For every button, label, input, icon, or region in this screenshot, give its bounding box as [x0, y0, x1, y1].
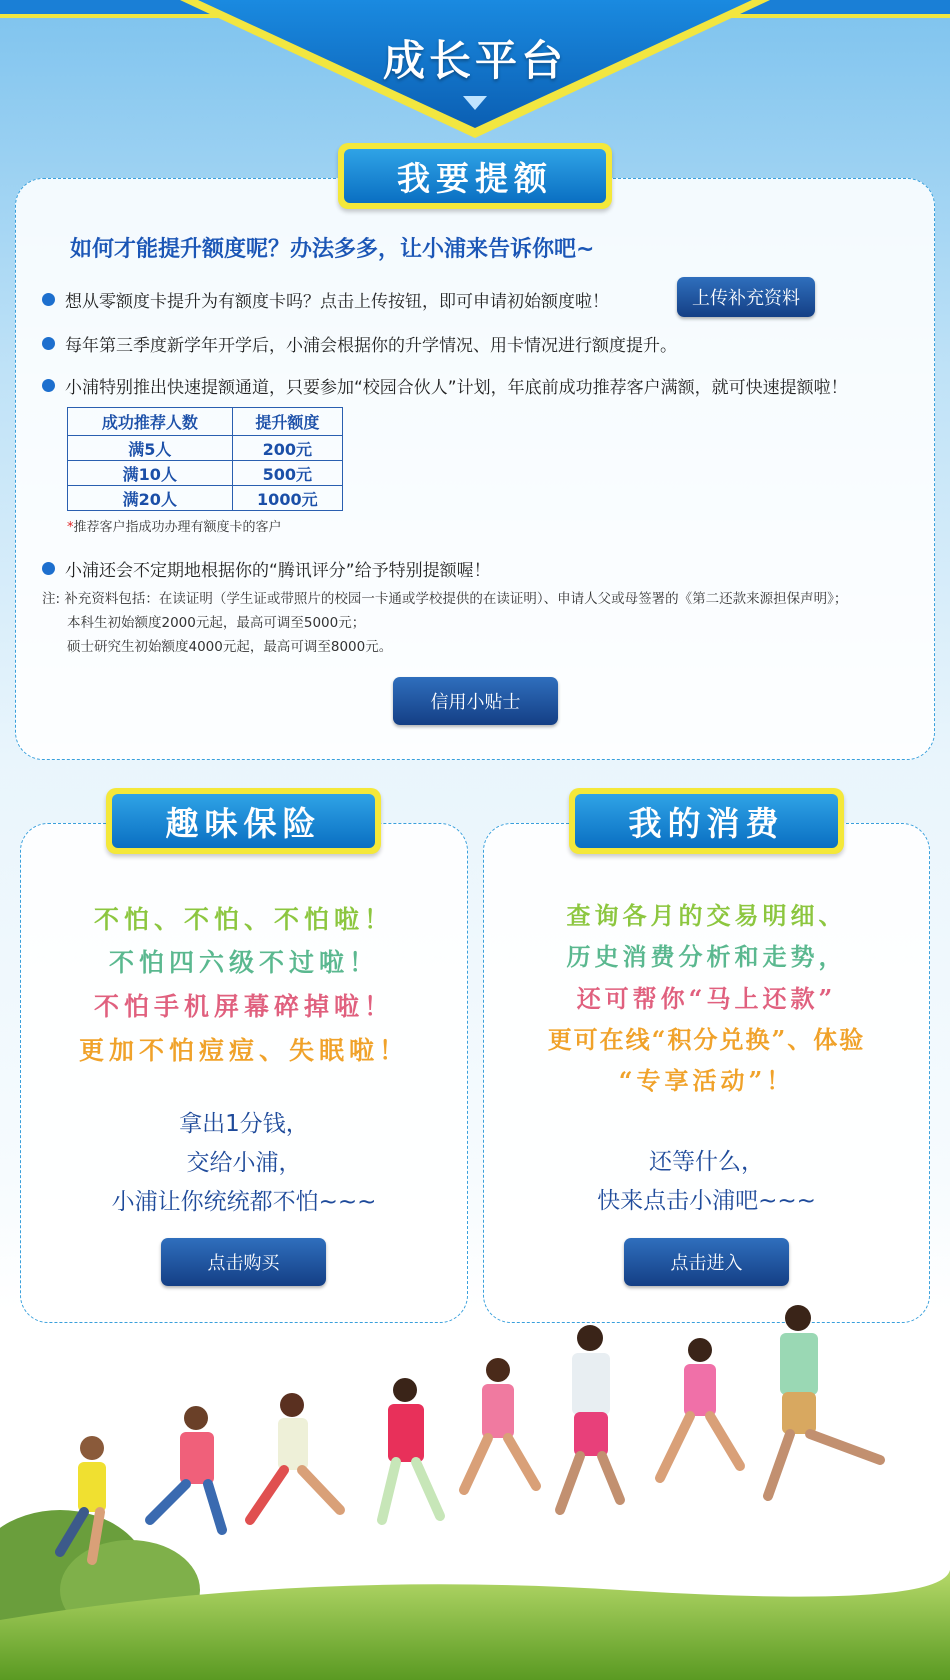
spending-text-line: 快来点击小浦吧~~~: [597, 1188, 816, 1214]
bullet-dot-icon: [42, 293, 55, 306]
table-row: [68, 436, 343, 461]
table-row: [68, 461, 343, 486]
spending-hand-line: 查询各月的交易明细、: [566, 901, 847, 930]
table-footnote: [67, 516, 282, 535]
bullet-item: [42, 331, 677, 356]
buy-button[interactable]: 点击购买: [161, 1238, 326, 1286]
spending-tag: [569, 788, 844, 854]
bullet-text: 小浦特别推出快速提额通道，只要参加“校园合伙人”计划，年底前成功推荐客户满额，就可快速提额啦！: [65, 378, 848, 398]
insurance-hand-line: 更加不怕痘痘、失眠啦！: [78, 1036, 409, 1065]
table-cell: 满20人: [68, 486, 233, 511]
bullet-dot-icon: [42, 337, 55, 350]
bullet-item: [42, 287, 609, 312]
insurance-text-line: 交给小浦，: [186, 1150, 302, 1176]
table-cell: 满10人: [68, 461, 233, 486]
spending-hand-line: “专享活动”！: [618, 1066, 795, 1095]
column-header: 提升额度: [232, 408, 342, 436]
table-cell: 满5人: [68, 436, 233, 461]
table-row: [68, 486, 343, 511]
credit-tag: [338, 143, 612, 209]
note-line: 硕士研究生初始额度4000元起，最高可调至8000元。: [67, 639, 393, 655]
bullet-text: 想从零额度卡提升为有额度卡吗？点击上传按钮，即可申请初始额度啦！: [65, 292, 609, 312]
reward-table: [67, 407, 343, 511]
bullet-dot-icon: [42, 562, 55, 575]
insurance-tag-label: 趣味保险: [112, 794, 375, 848]
table-cell: 200元: [232, 436, 342, 461]
insurance-tag: [106, 788, 381, 854]
spending-text-line: 还等什么，: [649, 1149, 764, 1175]
jumping-people-image: [0, 1290, 950, 1680]
table-cell: 500元: [232, 461, 342, 486]
table-header-row: [68, 408, 343, 436]
bullet-dot-icon: [42, 379, 55, 392]
footnote-text: 推荐客户指成功办理有额度卡的客户: [73, 520, 282, 535]
bullet-text: 每年第三季度新学年开学后，小浦会根据你的升学情况、用卡情况进行额度提升。: [65, 336, 677, 356]
credit-tips-button[interactable]: 信用小贴士: [393, 677, 558, 725]
insurance-text-line: 拿出1分钱，: [179, 1111, 309, 1137]
page-title: 成长平台: [382, 36, 567, 85]
column-header: 成功推荐人数: [68, 408, 233, 436]
header-banner: [0, 0, 950, 150]
spending-hand-line: 更可在线“积分兑换”、体验: [547, 1025, 866, 1054]
footnote-star: *: [67, 520, 74, 535]
spending-tag-label: 我的消费: [575, 794, 838, 848]
insurance-hand-line: 不怕四六级不过啦！: [108, 948, 379, 977]
upload-button[interactable]: 上传补充资料: [677, 277, 815, 317]
table-cell: 1000元: [232, 486, 342, 511]
note-line: 注: 补充资料包括：在读证明（学生证或带照片的校园一卡通或学校提供的在读证明）、申请人父或母签署的《第二还款来源担保声明》；: [42, 591, 848, 607]
enter-button[interactable]: 点击进入: [624, 1238, 789, 1286]
insurance-hand-line: 不怕手机屏幕碎掉啦！: [93, 992, 394, 1021]
bullet-item: [42, 373, 848, 398]
credit-tag-label: 我要提额: [344, 149, 606, 203]
insurance-hand-line: 不怕、不怕、不怕啦！: [93, 905, 394, 934]
credit-subtitle: 如何才能提升额度呢？办法多多，让小浦来告诉你吧~: [70, 237, 595, 262]
spending-hand-line: 历史消费分析和走势，: [566, 942, 847, 971]
bullet-text: 小浦还会不定期地根据你的“腾讯评分”给予特别提额喔！: [65, 561, 491, 581]
insurance-text-line: 小浦让你统统都不怕~~~: [111, 1189, 377, 1215]
spending-hand-line: 还可帮你“马上还款”: [576, 984, 837, 1013]
bullet-item: [42, 556, 491, 581]
note-line: 本科生初始额度2000元起，最高可调至5000元；: [67, 615, 366, 631]
